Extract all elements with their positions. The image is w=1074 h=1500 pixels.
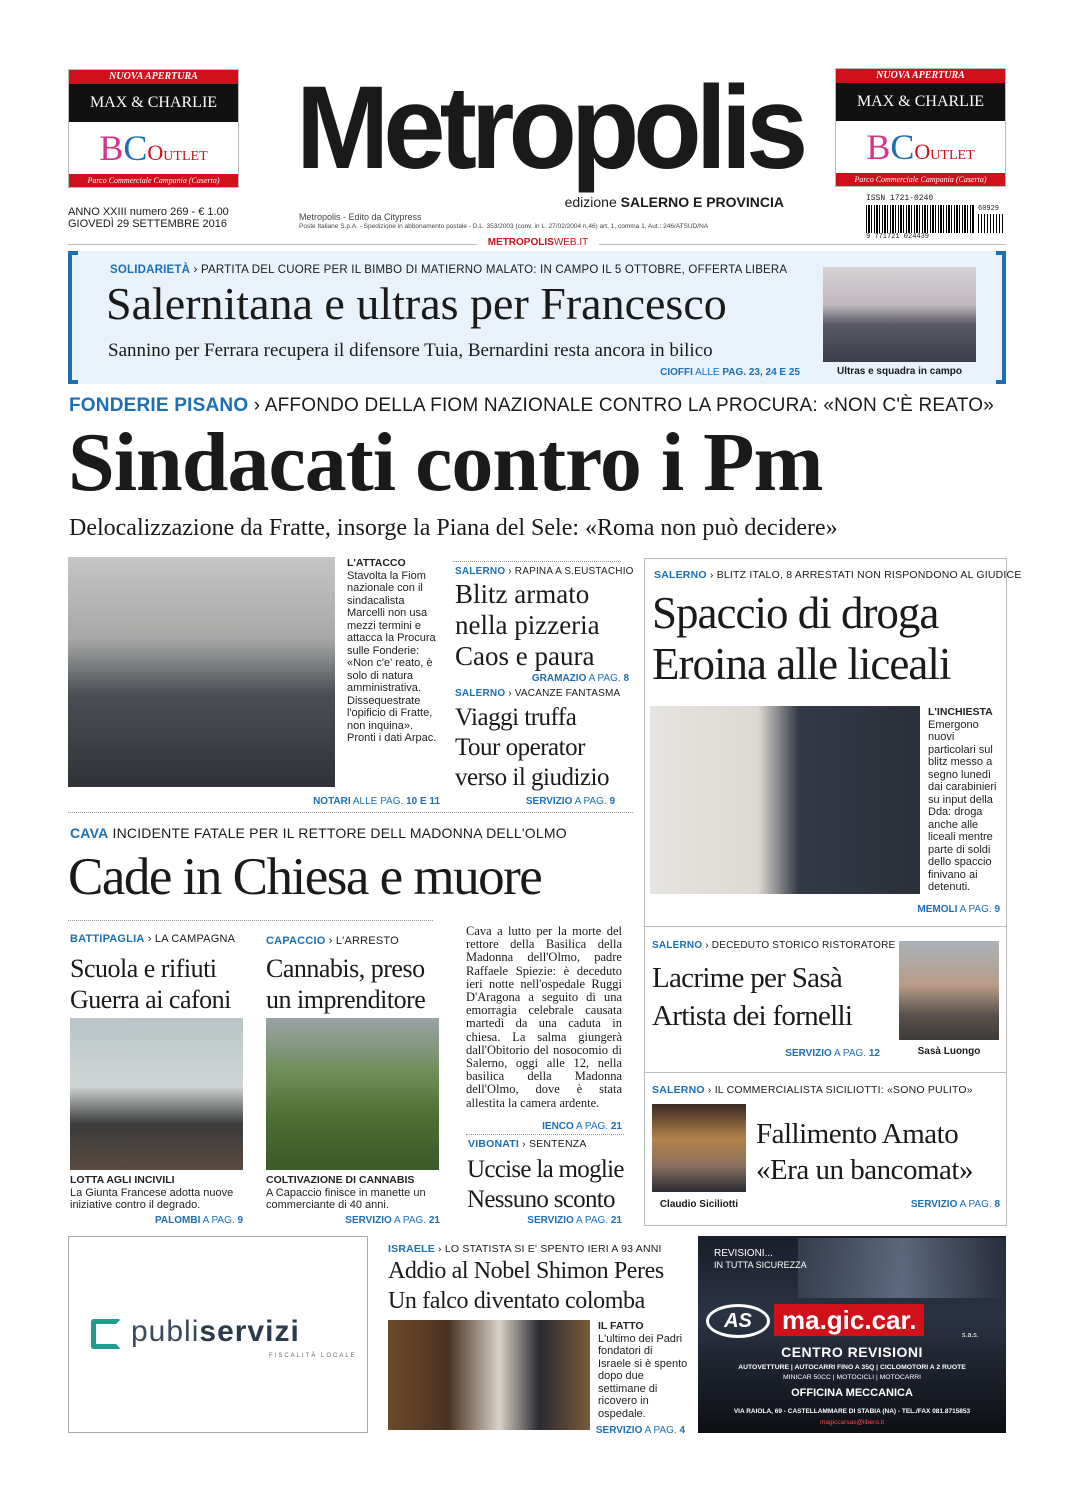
masthead-title: Metropolis xyxy=(296,61,803,194)
main-ref: NOTARI ALLE PAG. 10 E 11 xyxy=(313,796,440,807)
ad-left-brand: MAX & CHARLIE xyxy=(69,84,238,122)
fallimento-photo xyxy=(652,1104,746,1192)
lacrime-photo-caption: Sasà Luongo xyxy=(917,1046,981,1057)
viaggi-ref: SERVIZIO A PAG. 9 xyxy=(525,796,615,807)
main-subhead: Delocalizzazione da Fratte, insorge la Piana del Sele: «Roma non può decidere» xyxy=(69,515,838,541)
droga-headline[interactable]: Spaccio di droga Eroina alle liceali xyxy=(652,588,951,689)
vibonati-ref: SERVIZIO A PAG. 21 xyxy=(527,1215,622,1226)
capaccio-headline[interactable]: Cannabis, preso un imprenditore xyxy=(266,954,426,1014)
issue-number: ANNO XXIII numero 269 - € 1.00 xyxy=(68,206,229,218)
droga-photo xyxy=(650,706,920,894)
ad-right-tag: NUOVA APERTURA xyxy=(836,69,1005,83)
main-photo xyxy=(68,557,335,787)
main-caption: L'ATTACCO Stavolta la Fiom nazionale con il sindacalista Marcelli non usa mezzi termini e attacca la Procura sulle Fonderie: «Non c'e' reato, è solo di natura amministrativa. Dissequestrate l'opificio di Fratte, non inquina». Pronti i dati Arpac. xyxy=(347,557,437,744)
vibonati-headline[interactable]: Uccise la moglie Nessuno sconto xyxy=(467,1156,624,1213)
barcode: 60929 9 771721 024439 xyxy=(866,205,1006,239)
blitz-headline[interactable]: Blitz armato nella pizzeria Caos e paura xyxy=(455,579,600,671)
masthead-edition: edizione SALERNO E PROVINCIA xyxy=(564,194,784,210)
ad-publiservizi[interactable] xyxy=(68,1236,368,1433)
battipaglia-photo xyxy=(70,1018,243,1170)
top-box-subhead: Sannino per Ferrara recupera il difensore Tuia, Bernardini resta ancora in bilico xyxy=(108,340,713,361)
magic-logo: AS ma.gic.car. s.a.s. xyxy=(702,1302,1002,1342)
publiservizi-icon xyxy=(91,1319,121,1349)
ad-right-footer: Parco Commerciale Campania (Caserta) xyxy=(836,173,1005,186)
top-box-ref: CIOFFI ALLE PAG. 23, 24 E 25 xyxy=(660,367,800,378)
lacrime-kicker: SALERNO › DECEDUTO STORICO RISTORATORE xyxy=(652,940,896,951)
ad-right-logo: BCOUTLET xyxy=(866,127,975,167)
viaggi-kicker: SALERNO › VACANZE FANTASMA xyxy=(455,688,621,699)
ad-magic-car[interactable]: REVISIONI... IN TUTTA SICUREZZA AS ma.gic.car. s.a.s. CENTRO REVISIONI AUTOVETTURE | AUTOCARRI FINO A 35Q | CICLOMOTORI A 2 RUOTE MINICAR 50CC | MOTOCICLI | MOTOCARRI OFFICINA MECCANICA VIA RAIOLA, 69 - CASTELLAMMARE DI STABIA (NA) - TEL./FAX 081.8715853 magiccarsas@libero.it xyxy=(698,1236,1006,1433)
fallimento-headline[interactable]: Fallimento Amato «Era un bancomat» xyxy=(756,1118,973,1186)
magic-truck-art xyxy=(798,1238,1006,1298)
cava-body: Cava a lutto per la morte del rettore della Basilica della Madonna dell'Olmo, padre Raffaele Spiezie: è deceduto ieri notte nell'ospedale Ruggi D'Aragona a seguito di una emorragia celebrale causata martedì da una caduta in chiesa. La salma giungerà dall'Obitorio del nosocomio di Salerno, oggi alle 12, nella basilica della Madonna dell'Olmo, dove è stata allestita la camera ardente. xyxy=(466,924,622,1110)
issue-info xyxy=(68,206,268,230)
top-box-photo xyxy=(823,267,976,362)
lacrime-photo xyxy=(899,941,999,1040)
israele-kicker: ISRAELE › LO STATISTA SI E' SPENTO IERI A 93 ANNI xyxy=(388,1243,662,1255)
top-box-photo-caption: Ultras e squadra in campo xyxy=(836,366,963,377)
israele-photo xyxy=(388,1320,590,1430)
top-box-headline[interactable]: Salernitana e ultras per Francesco xyxy=(106,278,727,329)
lacrime-rule xyxy=(644,926,1007,927)
capaccio-kicker: CAPACCIO › L'ARRESTO xyxy=(266,935,399,947)
battipaglia-ref: PALOMBI A PAG. 9 xyxy=(154,1215,243,1226)
droga-caption: L'INCHIESTA Emergono nuovi particolari sul blitz messo a segno lunedì dai carabinieri su input della Dda: droga anche alle liceali mentre parte di soldi dello spaccio finivano ai detenuti. xyxy=(928,706,997,893)
capaccio-photo xyxy=(266,1018,439,1170)
battipaglia-headline[interactable]: Scuola e rifiuti Guerra ai cafoni xyxy=(70,954,231,1014)
droga-kicker: SALERNO › BLITZ ITALO, 8 ARRESTATI NON RISPONDONO AL GIUDICE xyxy=(654,569,1022,581)
capaccio-caption: COLTIVAZIONE DI CANNABIS A Capaccio finisce in manette un commerciante di 40 anni. xyxy=(266,1174,426,1211)
main-kicker: FONDERIE PISANO › AFFONDO DELLA FIOM NAZIONALE CONTRO LA PROCURA: «NON C'È REATO» xyxy=(69,395,994,416)
battipaglia-kicker: BATTIPAGLIA › LA CAMPAGNA xyxy=(70,933,236,945)
cava-rule xyxy=(68,812,633,813)
top-box-kicker: SOLIDARIETÀ › PARTITA DEL CUORE PER IL BIMBO DI MATIERNO MALATO: IN CAMPO IL 5 OTTOBRE, OFFERTA LIBERA xyxy=(110,264,788,276)
battipaglia-caption: LOTTA AGLI INCIVILI La Giunta Francese adotta nuove iniziative contro il degrado. xyxy=(70,1174,234,1211)
vibonati-rule xyxy=(466,1134,624,1135)
fallimento-kicker: SALERNO › IL COMMERCIALISTA SICILIOTTI: «SONO PULITO» xyxy=(652,1084,973,1096)
magic-as-badge: AS xyxy=(706,1304,770,1338)
issue-date: GIOVEDÌ 29 SETTEMBRE 2016 xyxy=(68,218,227,230)
cava-headline[interactable]: Cade in Chiesa e muore xyxy=(68,848,542,906)
cava-kicker: CAVA INCIDENTE FATALE PER IL RETTORE DELL MADONNA DELL'OLMO xyxy=(70,825,567,841)
website-link[interactable]: METROPOLISWEB.IT xyxy=(477,237,599,248)
publiservizi-logo: publiservizi xyxy=(91,1315,351,1355)
israele-ref: SERVIZIO A PAG. 4 xyxy=(595,1425,685,1436)
ad-left-footer: Parco Commerciale Campania (Caserta) xyxy=(69,174,238,187)
ad-right-brand: MAX & CHARLIE xyxy=(836,83,1005,121)
fallimento-rule xyxy=(644,1072,1007,1073)
ad-left[interactable] xyxy=(68,69,239,188)
cava-rule-bottom xyxy=(68,920,433,921)
droga-ref: MEMOLI A PAG. 9 xyxy=(917,904,1000,915)
viaggi-headline[interactable]: Viaggi truffa Tour operator verso il giudizio xyxy=(455,704,609,791)
ad-right[interactable] xyxy=(835,68,1006,187)
cava-ref: IENCO A PAG. 21 xyxy=(542,1121,622,1132)
publiservizi-tagline: FISCALITÀ LOCALE xyxy=(269,1353,357,1359)
vibonati-kicker: VIBONATI › SENTENZA xyxy=(468,1138,587,1150)
top-box-bracket-right xyxy=(996,251,1006,384)
blitz-rule xyxy=(453,561,621,562)
lacrime-headline[interactable]: Lacrime per Sasà Artista dei fornelli xyxy=(652,962,853,1032)
israele-caption: IL FATTO L'ultimo dei Padri fondatori di Israele si è spento dopo due settimane di ricovero in ospedale. xyxy=(598,1320,688,1420)
issn-barcode: ISSN 1721-0240 60929 9 771721 024439 xyxy=(866,194,1006,239)
publisher-info: Metropolis - Edito da Citypress Poste Italiane S.p.A. - Spedizione in abbonamento postale - D.L. 353/2003 (conv. in L. 27/02/2004 n.46) art. 1, comma 1, Aut.: 246/ATSUD/NA xyxy=(299,212,709,230)
main-headline[interactable]: Sindacati contro i Pm xyxy=(68,416,823,509)
ad-left-logo: BCOUTLET xyxy=(99,128,208,168)
ad-left-tag: NUOVA APERTURA xyxy=(69,70,238,84)
lacrime-ref: SERVIZIO A PAG. 12 xyxy=(785,1048,880,1059)
blitz-kicker: SALERNO › RAPINA A S.EUSTACHIO xyxy=(455,566,634,577)
fallimento-photo-caption: Claudio Siciliotti xyxy=(659,1199,739,1210)
capaccio-ref: SERVIZIO A PAG. 21 xyxy=(345,1215,440,1226)
top-box-bracket-left xyxy=(68,251,78,384)
fallimento-ref: SERVIZIO A PAG. 8 xyxy=(910,1199,1000,1210)
israele-headline[interactable]: Addio al Nobel Shimon Peres Un falco diventato colomba xyxy=(388,1258,664,1314)
blitz-ref: GRAMAZIO A PAG. 8 xyxy=(531,673,629,684)
